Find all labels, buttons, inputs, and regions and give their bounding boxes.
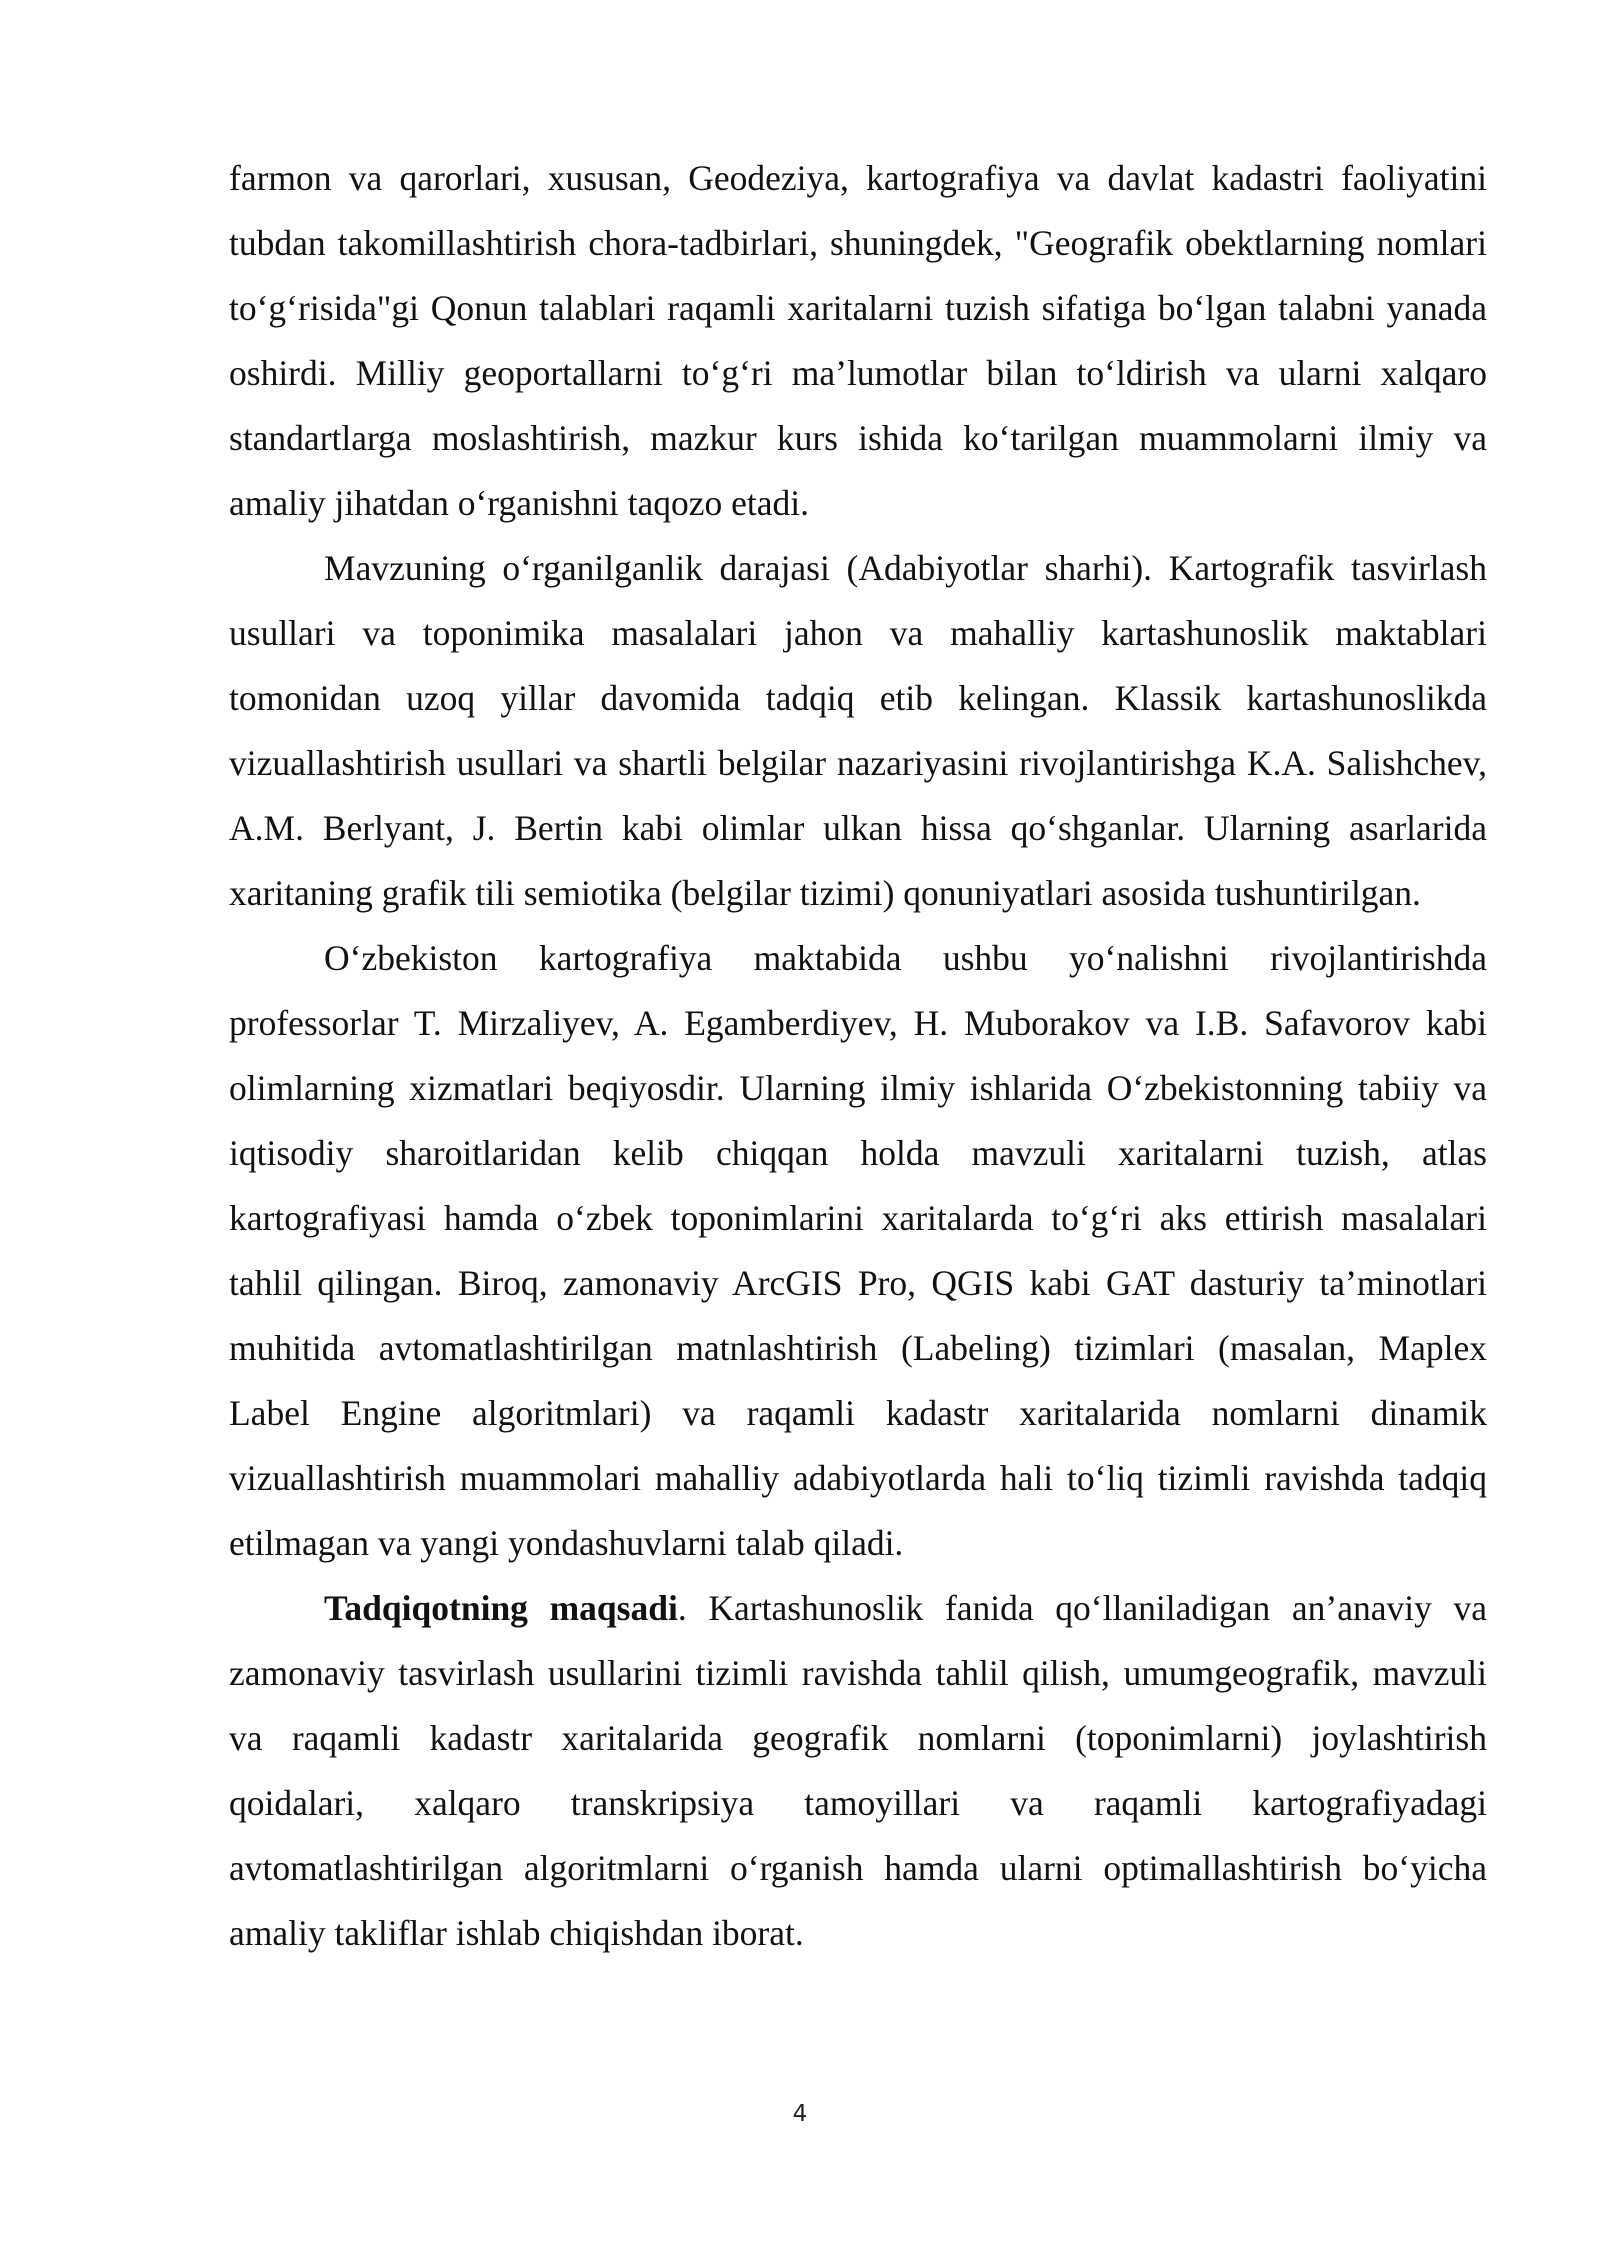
paragraph-research-goal (229, 1576, 1487, 1966)
paragraph-uzbek-school: O‘zbekiston kartografiya maktabida ushbu yo‘nalishni rivojlantirishda professorlar T. Mirzaliyev, A. Egamberdiyev, H. Muborakov va I.B. Safavorov kabi olimlarning xizmatlari beqiyosdir. Ularning ilmiy ishlarida O‘zbekistonning tabiiy va iqtisodiy sharoitlaridan kelib chiqqan holda mavzuli xaritalarni tuzish, atlas kartografiyasi hamda o‘zbek toponimlarini xaritalarda to‘g‘ri aks ettirish masalalari tahlil qilingan. Biroq, zamonaviy ArcGIS Pro, QGIS kabi GAT dasturiy ta’minotlari muhitida avtomatlashtirilgan matnlashtirish (Labeling) tizimlari (masalan, Maplex Label Engine algoritmlari) va raqamli kadastr xaritalarida nomlarni dinamik vizuallashtirish muammolari mahalliy adabiyotlarda hali to‘liq tizimli ravishda tadqiq etilmagan va yangi yondashuvlarni talab qiladi. (229, 938, 1487, 1563)
page-number: 4 (792, 2101, 808, 2127)
body-text (229, 146, 1487, 1966)
paragraph-literature-review: Mavzuning o‘rganilganlik darajasi (Adabiyotlar sharhi). Kartografik tasvirlash usullari va toponimika masalalari jahon va mahalliy kartashunoslik maktablari tomonidan uzoq yillar davomida tadqiq etib kelingan. Klassik kartashunoslikda vizuallashtirish usullari va shartli belgilar nazariyasini rivojlantirishga K.A. Salishchev, A.M. Berlyant, J. Bertin kabi olimlar ulkan hissa qo‘shganlar. Ularning asarlarida xaritaning grafik tili semiotika (belgilar tizimi) qonuniyatlari asosida tushuntirilgan. (229, 548, 1487, 913)
paragraph-continuation: farmon va qarorlari, xususan, Geodeziya, kartografiya va davlat kadastri faoliyatini tubdan takomillashtirish chora-tadbirlari, shuningdek, "Geografik obektlarning nomlari to‘g‘risida"gi Qonun talablari raqamli xaritalarni tuzish sifatiga bo‘lgan talabni yanada oshirdi. Milliy geoportallarni to‘g‘ri ma’lumotlar bilan to‘ldirish va ularni xalqaro standartlarga moslashtirish, mazkur kurs ishida ko‘tarilgan muammolarni ilmiy va amaliy jihatdan o‘rganishni taqozo etadi. (229, 158, 1487, 523)
research-goal-text: . Kartashunoslik fanida qo‘llaniladigan an’anaviy va zamonaviy tasvirlash usullarini tizimli ravishda tahlil qilish, umumgeografik, mavzuli va raqamli kadastr xaritalarida geografik nomlarni (toponimlarni) joylashtirish qoidalari, xalqaro transkripsiya tamoyillari va raqamli kartografiyadagi avtomatlashtirilgan algoritmlarni o‘rganish hamda ularni optimallashtirish bo‘yicha amaliy takliflar ishlab chiqishdan iborat. (229, 1588, 1487, 1953)
research-goal-heading: Tadqiqotning maqsadi (324, 1588, 678, 1628)
